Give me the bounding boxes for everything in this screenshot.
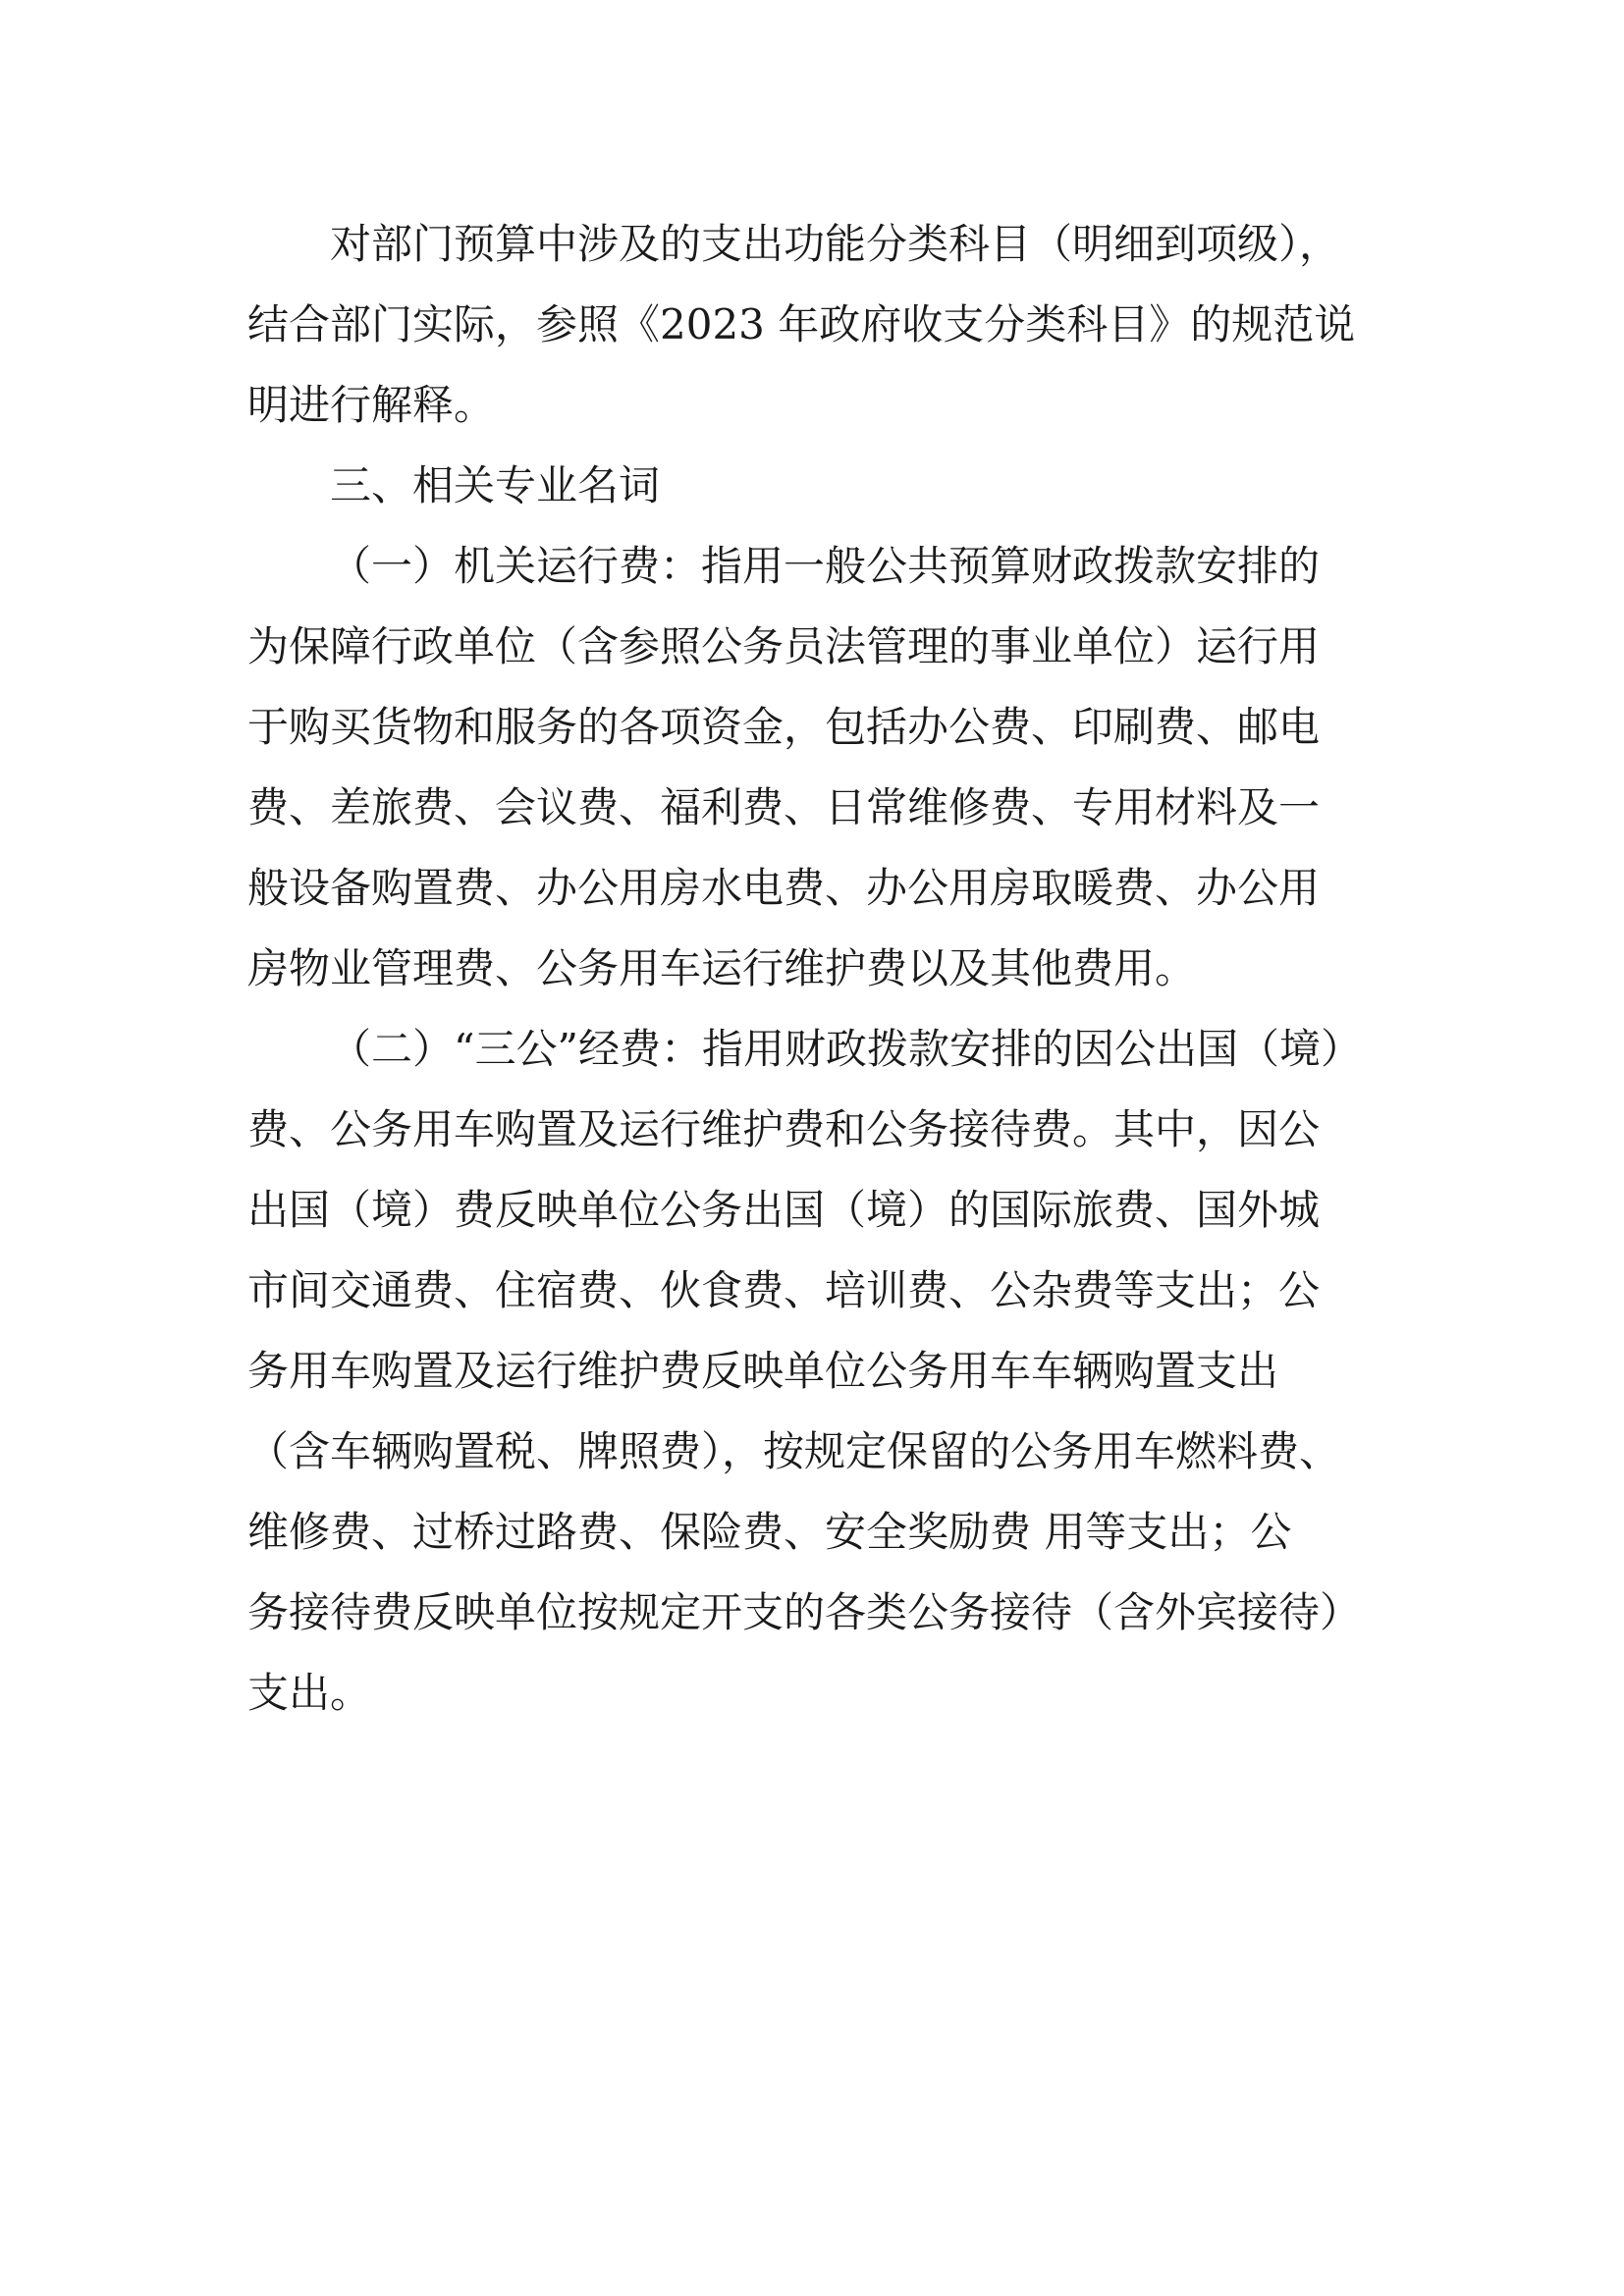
paragraph-line: 市间交通费、住宿费、伙食费、培训费、公杂费等支出；公 (247, 1266, 1321, 1314)
paragraph-line: 房物业管理费、公务用车运行维护费以及其他费用。 (247, 944, 1197, 992)
paragraph-line: 于购买货物和服务的各项资金，包括办公费、印刷费、邮电 (247, 703, 1321, 751)
paragraph-line: 费、公务用车购置及运行维护费和公务接待费。其中，因公 (247, 1105, 1321, 1153)
document-body (247, 204, 1394, 1734)
paragraph-line: 结合部门实际，参照《2023 年政府收支分类科目》的规范说 (247, 300, 1356, 348)
section-heading: 三、相关专业名词 (330, 461, 661, 509)
paragraph-line: 般设备购置费、办公用房水电费、办公用房取暖费、办公用 (247, 864, 1321, 912)
paragraph-line: （二）“三公”经费：指用财政拨款安排的因公出国（境） (330, 1025, 1362, 1073)
paragraph-line: 费、差旅费、会议费、福利费、日常维修费、专用材料及一 (247, 783, 1321, 831)
paragraph-line: 务接待费反映单位按规定开支的各类公务接待（含外宾接待） (247, 1588, 1362, 1636)
paragraph-line: （一）机关运行费：指用一般公共预算财政拨款安排的 (330, 542, 1321, 590)
paragraph-line: 出国（境）费反映单位公务出国（境）的国际旅费、国外城 (247, 1186, 1321, 1234)
paragraph-line: 为保障行政单位（含参照公务员法管理的事业单位）运行用 (247, 622, 1321, 670)
paragraph-line: 维修费、过桥过路费、保险费、安全奖励费 用等支出；公 (247, 1508, 1292, 1556)
paragraph-line: （含车辆购置税、牌照费），按规定保留的公务用车燃料费、 (247, 1427, 1341, 1475)
paragraph-line: 对部门预算中涉及的支出功能分类科目（明细到项级）， (330, 220, 1341, 268)
paragraph-line: 支出。 (247, 1669, 372, 1717)
paragraph-line: 明进行解释。 (247, 381, 496, 429)
paragraph-line: 务用车购置及运行维护费反映单位公务用车车辆购置支出 (247, 1347, 1279, 1395)
